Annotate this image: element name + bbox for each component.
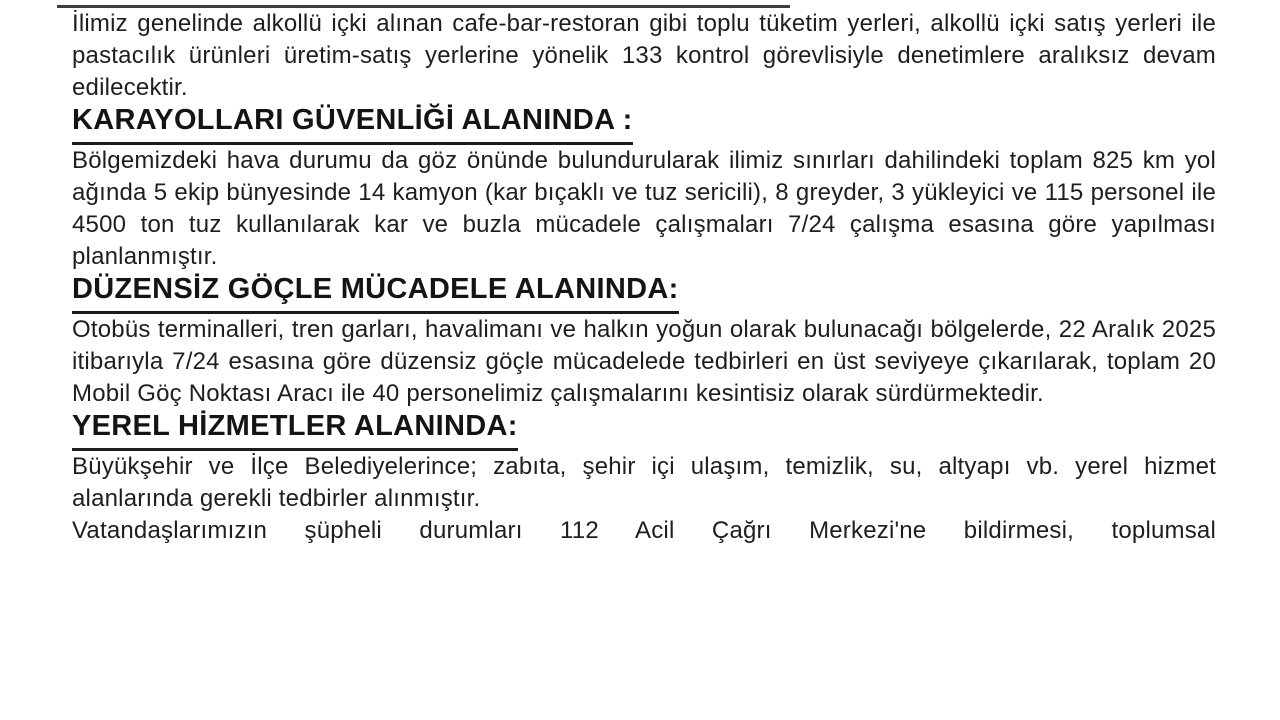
intro-paragraph: İlimiz genelinde alkollü içki alınan cafe-bar-restoran gibi toplu tüketim yerleri, alkollü içki satış yerleri ile pastacılık ürünleri üretim-satış yerlerine yönelik 133 kontrol görevlisiyle denetimlere aralıksız devam edilecektir.: [72, 10, 1216, 101]
section-heading-yerel-hizmetler-text: YEREL HİZMETLER ALANINDA:: [72, 410, 518, 451]
section-paragraph-duzensiz-goc: Otobüs terminalleri, tren garları, havalimanı ve halkın yoğun olarak bulunacağı bölgelerde, 22 Aralık 2025 itibarıyla 7/24 esasına göre düzensiz göçle mücadelede tedbirleri en üst seviyeye çıkarılarak, toplam 20 Mobil Göç Noktası Aracı ile 40 personelimiz çalışmalarını kesintisiz olarak sürdürmektedir.: [72, 316, 1216, 407]
section-paragraph-yerel-hizmetler: Büyükşehir ve İlçe Belediyelerince; zabıta, şehir içi ulaşım, temizlik, su, altyapı vb. yerel hizmet alanlarında gerekli tedbirler alınmıştır.: [72, 453, 1216, 512]
section-heading-karayollari-guvenligi: [72, 104, 1216, 145]
section-heading-duzensiz-goc-text: DÜZENSİZ GÖÇLE MÜCADELE ALANINDA:: [72, 273, 679, 314]
section-paragraph-karayollari-guvenligi: Bölgemizdeki hava durumu da göz önünde bulundurularak ilimiz sınırları dahilindeki toplam 825 km yol ağında 5 ekip bünyesinde 14 kamyon (kar bıçaklı ve tuz sericili), 8 greyder, 3 yükleyici ve 115 personel ile 4500 ton tuz kullanılarak kar ve buzla mücadele çalışmaları 7/24 çalışma esasına göre yapılması planlanmıştır.: [72, 147, 1216, 270]
partial-bottom-paragraph: Vatandaşlarımızın şüpheli durumları 112 Acil Çağrı Merkezi'ne bildirmesi, toplumsal: [72, 517, 1216, 544]
section-heading-karayollari-guvenligi-text: KARAYOLLARI GÜVENLİĞİ ALANINDA :: [72, 104, 633, 145]
section-heading-duzensiz-goc: [72, 273, 1216, 314]
section-heading-yerel-hizmetler: [72, 410, 1216, 451]
